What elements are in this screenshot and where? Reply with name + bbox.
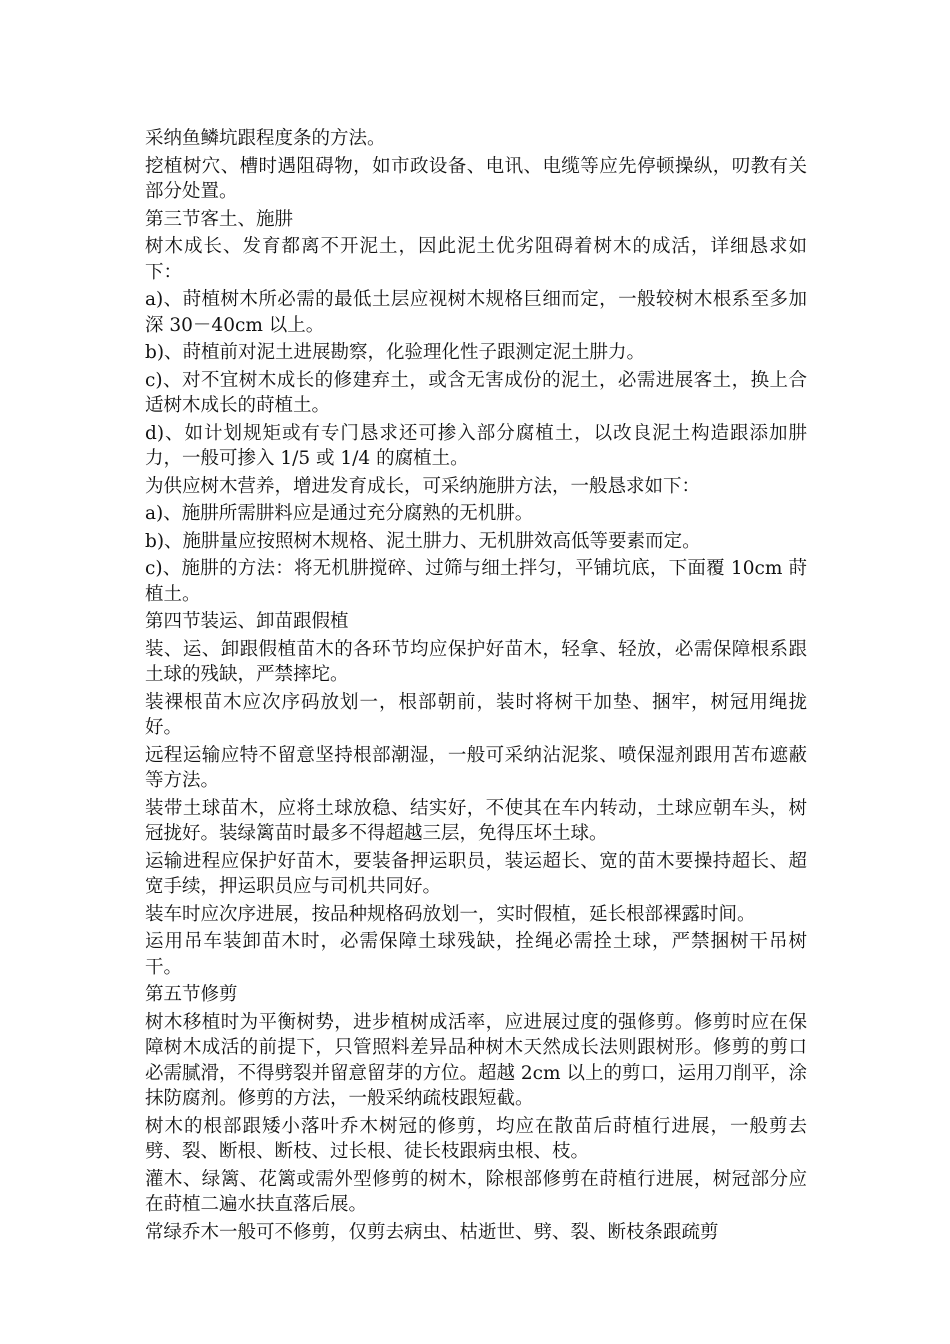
paragraph: 装带土球苗木，应将土球放稳、结实好，不使其在车内转动，土球应朝车头，树冠拢好。装绿篱苗时最多不得超越三层，免得压坏土球。 [145, 797, 807, 844]
section-heading: 第四节装运、卸苗跟假植 [145, 611, 349, 632]
paragraph: 为供应树木营养，增进发育成长，可采纳施肼方法，一般恳求如下： [145, 475, 701, 497]
paragraph: 运输进程应保护好苗木，要装备押运职员，装运超长、宽的苗木要操持超长、超宽手续，押运职员应与司机共同好。 [145, 850, 807, 897]
paragraph: 灌木、绿篱、花篱或需外型修剪的树木，除根部修剪在莳植行进展，树冠部分应在莳植二遍水扶直落后展。 [145, 1168, 807, 1215]
paragraph: 采纳鱼鳞坑跟程度条的方法。 [145, 128, 386, 149]
paragraph: 树木成长、发育都离不开泥土，因此泥土优劣阻碍着树木的成活，详细恳求如下： [145, 236, 807, 283]
list-item: c)、对不宜树木成长的修建弃土，或含无害成份的泥土，必需进展客土，换上合适树木成长的莳植土。 [145, 369, 807, 416]
list-item: c)、施肼的方法：将无机肼搅碎、过筛与细土拌匀，平铺坑底，下面覆 10cm 莳植土。 [145, 558, 807, 605]
list-item: a)、莳植树木所必需的最低土层应视树木规格巨细而定，一般较树木根系至多加深 30－40cm 以上。 [145, 289, 807, 336]
paragraph: 装、运、卸跟假植苗木的各环节均应保护好苗木，轻拿、轻放，必需保障根系跟土球的残缺，严禁摔坨。 [145, 638, 807, 685]
list-item: a)、施肼所需肼料应是通过充分腐熟的无机肼。 [145, 503, 534, 524]
section-heading: 第五节修剪 [145, 984, 238, 1005]
section-heading: 第三节客土、施肼 [145, 208, 294, 230]
paragraph: 树木移植时为平衡树势，进步植树成活率，应进展过度的强修剪。修剪时应在保障树木成活的前提下，只管照料差异品种树木天然成长法则跟树形。修剪的剪口必需腻滑，不得劈裂并留意留芽的方位。超越 2cm 以上的剪口，运用刀削平，涂抹防腐剂。修剪的方法，一般采纳疏枝跟短截。 [145, 1011, 807, 1109]
paragraph: 远程运输应特不留意坚持根部潮湿，一般可采纳沾泥浆、喷保湿剂跟用苫布遮蔽等方法。 [145, 744, 807, 791]
paragraph: 挖植树穴、槽时遇阻碍物，如市政设备、电讯、电缆等应先停顿操纵，叨教有关部分处置。 [145, 155, 807, 202]
list-item: b)、施肼量应按照树木规格、泥土肼力、无机肼效高低等要素而定。 [145, 530, 701, 552]
paragraph: 运用吊车装卸苗木时，必需保障土球残缺，拴绳必需拴土球，严禁捆树干吊树干。 [145, 931, 807, 978]
list-item: d)、如计划规矩或有专门恳求还可掺入部分腐植土，以改良泥土构造跟添加肼力，一般可掺入 1/5 或 1/4 的腐植土。 [145, 422, 807, 469]
document-body [145, 126, 807, 1247]
paragraph: 树木的根部跟矮小落叶乔木树冠的修剪，均应在散苗后莳植行进展，一般剪去劈、裂、断根、断枝、过长根、徒长枝跟病虫根、枝。 [145, 1115, 807, 1162]
paragraph: 装车时应次序进展，按品种规格码放划一，实时假植，延长根部裸露时间。 [145, 903, 756, 925]
paragraph: 装裸根苗木应次序码放划一，根部朝前，装时将树干加垫、捆牢，树冠用绳拢好。 [145, 691, 807, 738]
paragraph: 常绿乔木一般可不修剪，仅剪去病虫、枯逝世、劈、裂、断枝条跟疏剪 [145, 1221, 719, 1243]
list-item: b)、莳植前对泥土进展勘察，化验理化性子跟测定泥土肼力。 [145, 342, 646, 363]
